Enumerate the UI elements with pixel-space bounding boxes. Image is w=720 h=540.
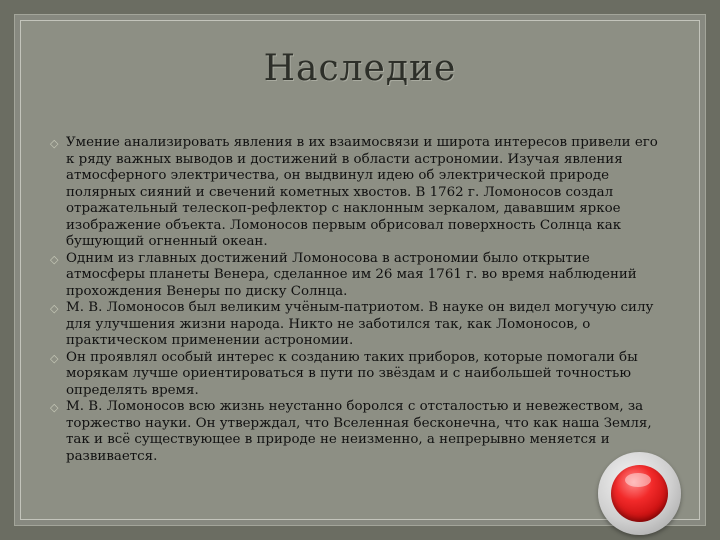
list-item (50, 135, 665, 251)
list-item-text: М. В. Ломоносов всю жизнь неустанно боролся с отсталостью и невежеством, за торжество науки. Он утверждал, что Вселенная бесконечна, что как наша Земля, так и всё существующее в природе не неизменно, а непрерывно меняется и развивается. (66, 399, 652, 464)
list-item (50, 251, 665, 301)
red-button-cap (611, 465, 668, 522)
list-item (50, 350, 665, 400)
diamond-bullet-icon: ◇ (50, 401, 59, 414)
diamond-bullet-icon: ◇ (50, 137, 59, 150)
red-round-button[interactable] (598, 452, 681, 535)
button-highlight (625, 473, 651, 487)
list-item-text: Умение анализировать явления в их взаимосвязи и широта интересов привели его к ряду важных выводов и достижений в области астрономии. Изучая явления атмосферного электричества, он выдвинул идею об электрической природе полярных сияний и свечений кометных хвостов. В 1762 г. Ломоносов создал отражательный телескоп-рефлектор с наклонным зеркалом, дававшим яркое изображение объекта. Ломоносов первым обрисовал поверхность Солнца как бушующий огненный океан. (66, 135, 658, 249)
slide-title: Наследие (263, 48, 457, 89)
list-item-text: М. В. Ломоносов был великим учёным-патриотом. В науке он видел могучую силу для улучшения жизни народа. Никто не заботился так, как Ломоносов, о практическом применении астрономии. (66, 300, 654, 348)
diamond-bullet-icon: ◇ (50, 252, 59, 266)
list-item-text: Одним из главных достижений Ломоносова в астрономии было открытие атмосферы планеты Венера, сделанное им 26 мая 1761 г. во время наблюдений прохождения Венеры по диску Солнца. (66, 250, 637, 299)
diamond-bullet-icon: ◇ (50, 302, 59, 315)
list-item-text: Он проявлял особый интерес к созданию таких приборов, которые помогали бы морякам лучше ориентироваться в пути по звёздам и с наибольшей точностью определять время. (66, 349, 638, 398)
list-item (50, 300, 665, 350)
slide-content (50, 135, 665, 465)
diamond-bullet-icon: ◇ (50, 351, 59, 365)
list-item (50, 399, 665, 465)
